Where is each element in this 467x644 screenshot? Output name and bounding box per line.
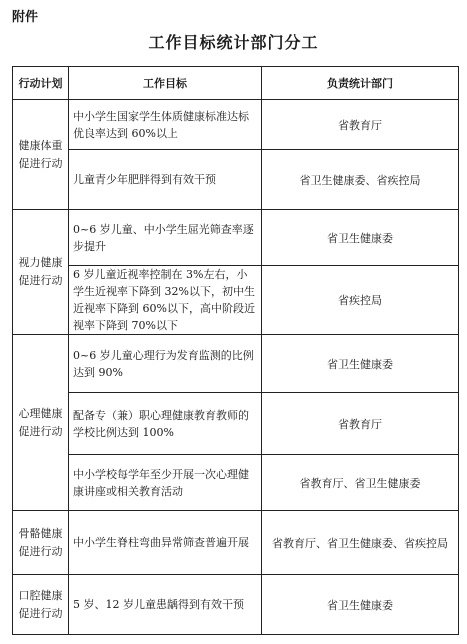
dept-cell: 省疾控局 bbox=[262, 266, 459, 335]
plan-label: 口腔健康促进行动 bbox=[18, 588, 63, 620]
dept-cell: 省教育厅 bbox=[262, 100, 459, 150]
goal-cell: 0~6 岁儿童心理行为发育监测的比例达到 90% bbox=[69, 335, 262, 393]
table-row bbox=[13, 100, 459, 150]
plan-cell bbox=[13, 511, 69, 575]
table-row bbox=[13, 210, 459, 266]
goals-table bbox=[12, 66, 459, 635]
dept-cell: 省卫生健康委 bbox=[262, 210, 459, 266]
plan-cell bbox=[13, 100, 69, 210]
plan-label: 心理健康促进行动 bbox=[18, 406, 63, 438]
dept-cell: 省教育厅 bbox=[262, 393, 459, 455]
table-row bbox=[13, 393, 459, 455]
plan-label: 视力健康促进行动 bbox=[18, 256, 63, 287]
plan-label: 健康体重促进行动 bbox=[18, 138, 63, 170]
goal-cell: 5 岁、12 岁儿童患龋得到有效干预 bbox=[69, 575, 262, 635]
column-header-goal: 工作目标 bbox=[69, 67, 262, 100]
table-row bbox=[13, 575, 459, 635]
plan-label: 骨骼健康促进行动 bbox=[18, 526, 63, 558]
goal-cell: 中小学生脊柱弯曲异常筛查普遍开展 bbox=[69, 511, 262, 575]
plan-cell bbox=[13, 210, 69, 335]
document-title: 工作目标统计部门分工 bbox=[148, 33, 319, 52]
goal-cell: 中小学校每学年至少开展一次心理健康讲座或相关教育活动 bbox=[69, 455, 262, 511]
dept-cell: 省卫生健康委、省疾控局 bbox=[262, 150, 459, 210]
table-row bbox=[13, 455, 459, 511]
table-header-row bbox=[13, 67, 459, 100]
goal-cell: 中小学生国家学生体质健康标准达标优良率达到 60%以上 bbox=[69, 100, 262, 150]
goal-cell: 儿童青少年肥胖得到有效干预 bbox=[69, 150, 262, 210]
dept-cell: 省教育厅、省卫生健康委 bbox=[262, 455, 459, 511]
table-row bbox=[13, 266, 459, 335]
table-row bbox=[13, 150, 459, 210]
dept-cell: 省卫生健康委 bbox=[262, 335, 459, 393]
dept-cell: 省卫生健康委 bbox=[262, 575, 459, 635]
table-row bbox=[13, 335, 459, 393]
column-header-dept: 负责统计部门 bbox=[262, 67, 459, 100]
column-header-plan: 行动计划 bbox=[13, 67, 69, 100]
goal-cell: 6 岁儿童近视率控制在 3%左右，小学生近视率下降到 32%以下，初中生近视率下降到 60%以下，高中阶段近视率下降到 70%以下 bbox=[69, 266, 262, 335]
plan-cell bbox=[13, 575, 69, 635]
goal-cell: 0~6 岁儿童、中小学生屈光筛查率逐步提升 bbox=[69, 210, 262, 266]
goal-cell: 配备专（兼）职心理健康教育教师的学校比例达到 100% bbox=[69, 393, 262, 455]
plan-cell bbox=[13, 335, 69, 511]
table-row bbox=[13, 511, 459, 575]
dept-cell: 省教育厅、省卫生健康委、省疾控局 bbox=[262, 511, 459, 575]
annex-label: 附件 bbox=[12, 10, 39, 25]
